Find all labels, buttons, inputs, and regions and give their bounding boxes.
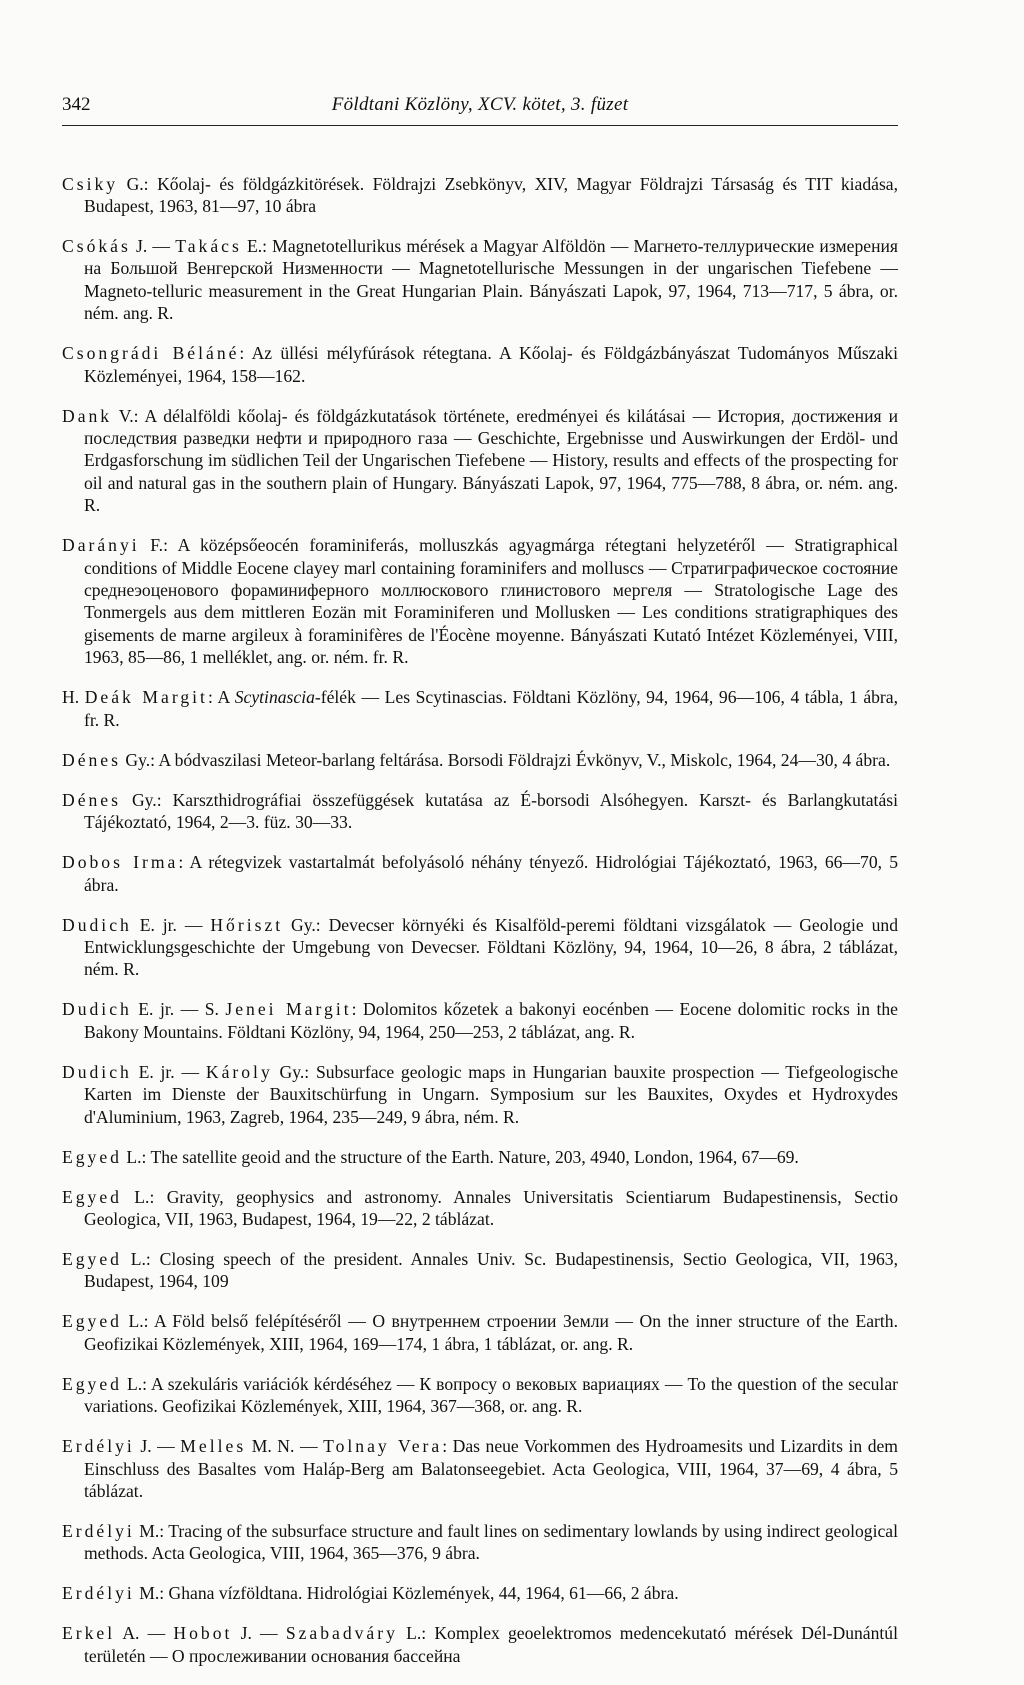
reference-entry: H. Deák Margit: A Scytinascia-félék — Les Scytinascias. Földtani Közlöny, 94, 1964, 96—106, 4 tábla, 1 ábra, fr. R. — [62, 687, 899, 730]
page-header — [62, 94, 898, 124]
reference-entry: Egyed L.: Closing speech of the president. Annales Univ. Sc. Budapestinensis, Sectio Geologica, VII, 1963, Budapest, 1964, 109 — [62, 1248, 898, 1292]
author-name: Dénes — [62, 789, 121, 810]
author-name: Dudich — [62, 999, 132, 1020]
page-number: 342 — [62, 94, 91, 115]
author-name: Dénes — [62, 749, 121, 770]
reference-entry: Darányi F.: A középsőeocén foraminiferás, molluszkás agyagmárga rétegtani helyzetéről — Stratigraphical conditions of Middle Eocene clayey marl containing foraminifers and molluscs — Стратиграфическое состояние среднеэоценового фораминиферного моллюскового глинистового мергеля — Stratologische Lage des Tonmergels aus dem mittleren Eozän mit Foraminiferen und Mollusken — Les conditions stratigraphiques des gisements de marne argileux à foraminifères de l'Éocène moyenne. Bányászati Kutató Intézet Közleményei, VIII, 1963, 85—86, 1 melléklet, ang. or. ném. fr. R. — [62, 535, 898, 668]
author-name: Melles — [180, 1436, 247, 1457]
author-name: Erdélyi — [62, 1436, 135, 1457]
author-name: Dudich — [62, 914, 132, 935]
reference-entry: Erdélyi M.: Ghana vízföldtana. Hidrológiai Közlemények, 44, 1964, 61—66, 2 ábra. — [62, 1583, 679, 1604]
reference-entry: Csiky G.: Kőolaj- és földgázkitörések. Földrajzi Zsebkönyv, XIV, Magyar Földrajzi Társaság és TIT kiadása, Budapest, 1963, 81—97, 10 ábra — [62, 173, 898, 216]
header-rule — [62, 125, 898, 126]
reference-entry: Dank V.: A délalföldi kőolaj- és földgázkutatások története, eredményei és kilátásai — История, достижения и последствия разведки нефти и природного газа — Geschichte, Ergebnisse und Auswirkungen der Erdöl- und Erdgasforschung im südlichen Teil der Ungarischen Tiefebene — History, results and effects of the prospecting for oil and natural gas in the southern plain of Hungary. Bányászati Lapok, 97, 1964, 775—788, 8 ábra, or. ném. ang. R. — [62, 405, 898, 516]
author-name: Darányi — [62, 535, 140, 556]
author-name: Erdélyi — [62, 1520, 135, 1541]
reference-entry: Dudich E. jr. — Károly Gy.: Subsurface geologic maps in Hungarian bauxite prospection — Tiefgeologische Karten im Dienste der Bauxitschürfung in Ungarn. Symposium sur les Bauxites, Oxydes et Hydroxydes d'Aluminium, 1963, Zagreb, 1964, 235—249, 9 ábra, ném. R. — [62, 1061, 899, 1127]
reference-entry: Dobos Irma: A rétegvizek vastartalmát befolyásoló néhány tényező. Hidrológiai Tájékoztató, 1963, 66—70, 5 ábra. — [62, 852, 898, 895]
reference-entry: Csókás J. — Takács E.: Magnetotellurikus mérések a Magyar Alföldön — Магнето-теллурические измерения на Большой Венгерской Низменности — Magnetotellurische Messungen in der ungarischen Tiefebene — Magneto-telluric measurement in the Great Hungarian Plain. Bányászati Lapok, 97, 1964, 713—717, 5 ábra, or. ném. ang. R. — [62, 236, 898, 324]
author-name: Dank — [62, 405, 113, 426]
reference-entry: Dénes Gy.: A bódvaszilasi Meteor-barlang feltárása. Borsodi Földrajzi Évkönyv, V., Miskolc, 1964, 24—30, 4 ábra. — [62, 749, 891, 770]
author-name: Egyed — [62, 1146, 122, 1167]
author-name: Csiky — [62, 173, 119, 194]
author-name: Egyed — [62, 1248, 122, 1269]
author-name: Szabadváry — [285, 1623, 398, 1644]
author-name: Takács — [175, 236, 242, 256]
reference-entry: Csongrádi Béláné: Az üllési mélyfúrások rétegtana. A Kőolaj- és Földgázbányászat Tudományos Műszaki Közleményei, 1964, 158—162. — [62, 343, 898, 386]
author-name: Egyed — [62, 1311, 122, 1332]
author-name: Hobot — [173, 1623, 233, 1644]
reference-entry: Erdélyi J. — Melles M. N. — Tolnay Vera: Das neue Vorkommen des Hydroamesits und Lizardits in dem Einschluss des Basaltes vom Haláp-Berg am Balatonseegebiet. Acta Geologica, VIII, 1964, 37—69, 4 ábra, 5 táblázat. — [62, 1436, 898, 1501]
author-name: Erkel — [62, 1623, 116, 1644]
reference-entry: Egyed L.: Gravity, geophysics and astronomy. Annales Universitatis Scientiarum Budapestinensis, Sectio Geologica, VII, 1963, Budapest, 1964, 19—22, 2 táblázat. — [62, 1186, 898, 1229]
author-name: Tolnay Vera — [323, 1436, 443, 1457]
reference-entry: Dudich E. jr. — S. Jenei Margit: Dolomitos kőzetek a bakonyi eocénben — Eocene dolomitic rocks in the Bakony Mountains. Földtani Közlöny, 94, 1964, 250—253, 2 táblázat, ang. R. — [62, 999, 898, 1042]
reference-entry: Egyed L.: A Föld belső felépítéséről — О внутреннем строении Земли — On the inner structure of the Earth. Geofizikai Közlemények, XIII, 1964, 169—174, 1 ábra, 1 táblázat, or. ang. R. — [62, 1311, 898, 1354]
author-name: Egyed — [62, 1186, 122, 1207]
taxon-name: Scytinascia — [234, 687, 315, 708]
author-name: Csongrádi Béláné — [62, 343, 240, 364]
author-name: Dobos Irma — [62, 852, 179, 873]
reference-entry: Erkel A. — Hobot J. — Szabadváry L.: Komplex geoelektromos medencekutató mérések Dél-Dunántúl területén — О прослеживании основания бассейна — [62, 1623, 898, 1666]
reference-entry: Egyed L.: The satellite geoid and the structure of the Earth. Nature, 203, 4940, London, 1964, 67—69. — [62, 1146, 799, 1167]
author-name: Dudich — [62, 1061, 132, 1082]
author-name: Csókás — [62, 236, 131, 256]
reference-entry: Dudich E. jr. — Hőriszt Gy.: Devecser környéki és Kisalföld-peremi földtani vizsgálatok — Geologie und Entwicklungsgeschichte der Umgebung von Devecser. Földtani Közlöny, 94, 1964, 10—26, 8 ábra, 2 táblázat, ném. R. — [62, 914, 898, 980]
reference-entry: Erdélyi M.: Tracing of the subsurface structure and fault lines on sedimentary lowlands by using indirect geological methods. Acta Geologica, VIII, 1964, 365—376, 9 ábra. — [62, 1520, 898, 1564]
running-title: Földtani Közlöny, XCV. kötet, 3. füzet — [331, 94, 629, 115]
reference-entry: Dénes Gy.: Karszthidrográfiai összefüggések kutatása az É-borsodi Alsóhegyen. Karszt- és Barlangkutatási Tájékoztató, 1964, 2—3. füz. 30—33. — [62, 789, 898, 833]
author-name: Jenei Margit — [225, 999, 352, 1020]
author-name: Károly — [205, 1061, 273, 1082]
author-name: Hőriszt — [210, 914, 284, 935]
author-name: Erdélyi — [62, 1583, 135, 1604]
reference-list — [62, 155, 898, 1685]
author-name: Deák Margit — [84, 687, 208, 708]
reference-entry: Egyed L.: A szekuláris variációk kérdéséhez — К вопросу о вековых вариациях — To the question of the secular variations. Geofizikai Közlemények, XIII, 1964, 367—368, or. ang. R. — [62, 1373, 898, 1417]
author-name: Egyed — [62, 1373, 122, 1394]
